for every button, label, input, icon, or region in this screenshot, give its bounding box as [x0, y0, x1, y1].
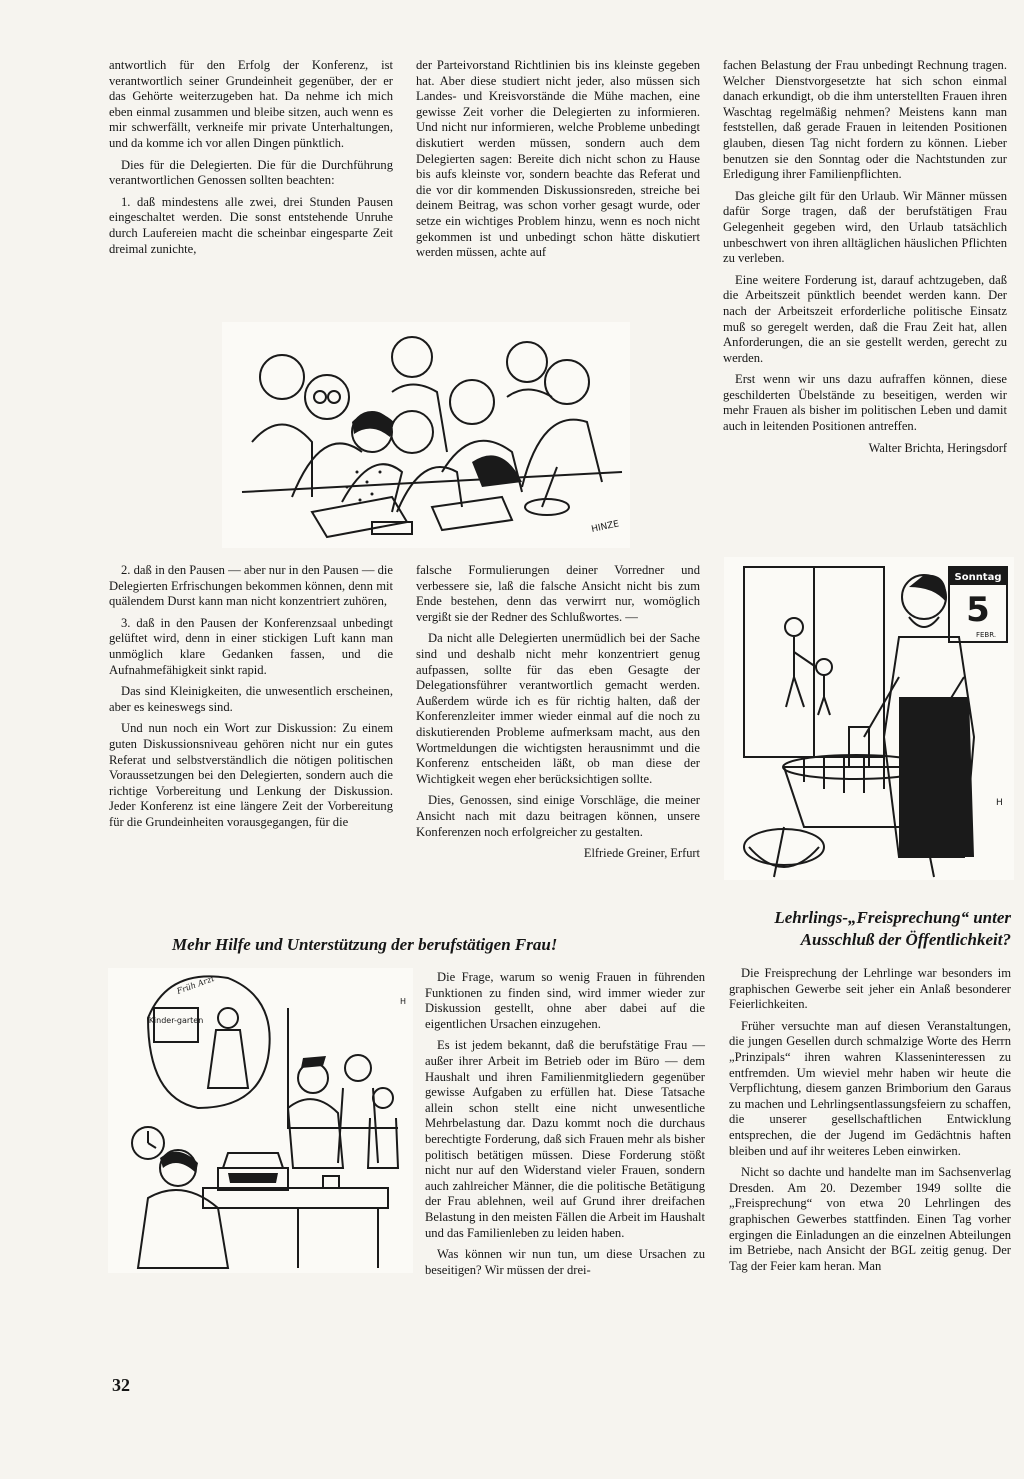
column-c-top	[723, 58, 1007, 456]
author-signature: Walter Brichta, Heringsdorf	[868, 440, 1007, 455]
column-b-top	[416, 58, 700, 267]
column-a-top	[109, 58, 393, 263]
illustrator-signature: H	[996, 798, 1003, 808]
column-b-bottom	[425, 970, 705, 1284]
paragraph: antwortlich für den Erfolg der Konferenz, ist verantwortlich seiner Grundeinheit gegenüber, der er das Gehörte weiterzugeben hat. Da nehme ich mich eben einmal zusammen und bleibe sitzen, auch wenn es mir schwerfällt, verkneife mir private Unterhaltungen, und da komme ich vor allen Dingen pünktlich.	[109, 58, 393, 150]
paragraph: 3. daß in den Pausen der Konferenzsaal unbedingt gelüftet wird, denn in einer stickigen Luft kann man unmöglich klare Gedanken fassen, und die Aufnahmefähigkeit sinkt rapid.	[109, 615, 393, 677]
paragraph: Es ist jedem bekannt, daß die berufstätige Frau — außer ihrer Arbeit im Betrieb oder im Büro — dem Haushalt und ihren Familienmitgliedern gegenüber gewisse Aufgaben zu erfüllen hat. Diese Tatsache allein schon stellt eine nicht unwesentliche Mehrbelastung dar. Dazu kommt noch die durchaus berechtigte Forderung, daß sich Frauen mehr als bisher politisch betätigen müssen. Diese Forderung stößt nicht nur auf den Widerstand vieler Frauen, sondern auch zahlreicher Männer, die die politische Betätigung der Frau ablehnen, weil auf Grund ihrer dreifachen Belastung in den meisten Fällen die Arbeit im Haushalt und das Familienleben zu leiden haben.	[425, 1038, 705, 1240]
paragraph: fachen Belastung der Frau unbedingt Rechnung tragen. Welcher Dienstvorgesetzte hat sich schon einmal danach erkundigt, ob die ihm unterstellten Frauen ihren Waschtag regelmäßig nehmen? Meistens kann man feststellen, daß gerade Frauen in leitenden Positionen glauben, diesen Tag nicht fordern zu können. Lieber benutzen sie den Sonntag oder die Nachtstunden zur Erledigung ihrer Familienpflichten.	[723, 58, 1007, 182]
paragraph: Dies für die Delegierten. Die für die Durchführung verantwortlichen Genossen sollten beachten:	[109, 157, 393, 188]
paragraph: 1. daß mindestens alle zwei, drei Stunden Pausen eingeschaltet werden. Die sonst entstehende Unruhe durch Laufereien macht die scheinbar eingesparte Zeit dreimal zunichte,	[109, 194, 393, 256]
paragraph: 2. daß in den Pausen — aber nur in den Pausen — die Delegierten Erfrischungen bekommen können, denn mit quälendem Durst kann man nicht konzentriert zuhören,	[109, 563, 393, 609]
paragraph: Nicht so dachte und handelte man im Sachsenverlag Dresden. Am 20. Dezember 1949 sollte die „Freisprechung“ von etwa 20 Lehrlingen des graphischen Gewerbes stattfinden. Einen Tag vorher ergingen die Einladungen an die einzelnen Abteilungen im Betriebe, nach Ansicht der BGL zeitig genug. Der Tag der Feier kam heran. Man	[729, 1165, 1011, 1273]
note-label: Früh Arzt	[175, 973, 216, 996]
headline-women: Mehr Hilfe und Unterstützung der berufstätigen Frau!	[172, 935, 558, 954]
paragraph: Das sind Kleinigkeiten, die unwesentlich erscheinen, aber es keineswegs sind.	[109, 684, 393, 714]
paragraph: Das gleiche gilt für den Urlaub. Wir Männer müssen dafür Sorge tragen, daß der berufstätigen Frau Gelegenheit gegeben wird, den Urlaub tatsächlich unbeschwert von ihren alltäglichen häuslichen Pflichten zu verleben.	[723, 188, 1007, 266]
paragraph: Da nicht alle Delegierten unermüdlich bei der Sache sind und deshalb nicht mehr konzentriert genug aufpassen, sollte für das eben Gesagte der Delegationsführer verantwortlich gemacht werden. Außerdem würde ich es für richtig halten, daß der Konferenzleiter immer wieder einmal auf die noch zu diskutierenden Probleme aufmerksam macht, aus den Wortmeldungen die wichtigsten herausnimmt und die Konferenz entscheiden läßt, ob man diese der Wichtigkeit wegen eher berücksichtigen sollte.	[416, 631, 700, 786]
calendar-month: FEBR.	[975, 631, 997, 639]
laundry-illustration	[724, 557, 1014, 880]
column-c-bottom	[729, 966, 1011, 1280]
paragraph: Eine weitere Forderung ist, darauf achtzugeben, daß die Arbeitszeit pünktlich beendet werden kann. Der nach der Arbeitszeit erforderliche politische Einsatz muß so geregelt werden, daß die Frau Zeit hat, allen Anforderungen, die an sie gestellt werden, gerecht zu werden.	[723, 272, 1007, 365]
author-signature: Elfriede Greiner, Erfurt	[583, 846, 700, 861]
conference-illustration	[222, 322, 630, 548]
paragraph: Dies, Genossen, sind einige Vorschläge, die meiner Ansicht nach mit dazu beitragen können, unsere Konferenzen noch erfolgreicher zu gestalten.	[416, 793, 700, 839]
kindergarten-sign: Kinder-garten	[148, 1016, 204, 1025]
calendar-day: 5	[966, 590, 990, 630]
paragraph: der Parteivorstand Richtlinien bis ins kleinste gegeben hat. Aber diese studiert nicht jeder, also müssen sich Landes- und Kreisvorstände die Mühe machen, eine gewisse Zeit vorher die Delegierten zu informieren. Und nicht nur informieren, welche Probleme unbedingt diskutiert werden müssen, sondern auch dem Delegierten sagen: Bereite dich nicht schon zu Hause bis aufs kleinste vor, sondern beachte das Referat und die vor dir kommenden Diskussionsreden, streiche bei deinem Beitrag, was schon vorher gesagt wurde, oder setze ein wichtiges Problem hinzu, wenn es noch nicht gekommen ist und unbedingt schon hätte diskutiert werden müssen, achte auf	[416, 58, 700, 260]
office-illustration	[108, 968, 413, 1273]
paragraph: falsche Formulierungen deiner Vorredner und verbessere sie, laß die falsche Ansicht nicht bis zum Ende bestehen, denn das verwirrt nur, womöglich vergißt sie der Redner des Schlußwortes. —	[416, 563, 700, 624]
paragraph: Früher versuchte man auf diesen Veranstaltungen, die jungen Gesellen durch schmalzige Worte des Herrn „Prinzipals“ ihren wahren Klasseninteressen zu entfremden. Um wieviel mehr haben wir heute die Verpflichtung, diesem ganzen Brimborium den Garaus zu machen und Lehrlingsentlassungsfeiern zu schaffen, die unserer gesellschaftlichen Entwicklung entsprechen, die der Jugend im Gedächtnis haften bleiben und auf ihr weiteres Leben einwirken.	[729, 1018, 1011, 1158]
laundry-drawing	[724, 557, 1014, 880]
paragraph: Erst wenn wir uns dazu aufraffen können, diese geschilderten Übelstände zu beseitigen, werden wir mehr Frauen als bisher im politischen Leben und damit auch in leitenden Positionen antreffen.	[723, 372, 1007, 434]
column-a-mid	[109, 563, 393, 837]
paragraph: Die Frage, warum so wenig Frauen in führenden Funktionen zu finden sind, wird immer wieder zur Diskussion gestellt, ohne aber dabei auf die eigentlichen Ursachen einzugehen.	[425, 970, 705, 1031]
paragraph: Und nun noch ein Wort zur Diskussion: Zu einem guten Diskussionsniveau gehören nicht nur ein gutes Referat und selbstverständlich die nötigen politischen Voraussetzungen bei den Delegierten, sondern auch die richtige Vorbereitung und Lenkung der Diskussion. Jeder Konferenz ist eine längere Zeit der Vorbereitung für die Grundeinheiten vorausgegangen, für die	[109, 721, 393, 829]
conference-drawing	[222, 322, 630, 548]
headline-lehrling: Lehrlings-„Freisprechung“ unter Ausschluß der Öffentlichkeit?	[774, 908, 1011, 949]
page-number: 32	[112, 1375, 130, 1395]
office-drawing	[108, 968, 413, 1273]
illustrator-signature: H	[400, 997, 407, 1006]
illustrator-signature: HINZE	[590, 519, 621, 535]
paragraph: Was können wir nun tun, um diese Ursachen zu beseitigen? Wir müssen der drei-	[425, 1247, 705, 1277]
paragraph: Die Freisprechung der Lehrlinge war besonders im graphischen Gewerbe seit jeher ein Anlaß besonderer Feierlichkeiten.	[729, 966, 1011, 1012]
calendar-label: Sonntag	[954, 572, 1002, 583]
column-b-mid	[416, 563, 700, 862]
